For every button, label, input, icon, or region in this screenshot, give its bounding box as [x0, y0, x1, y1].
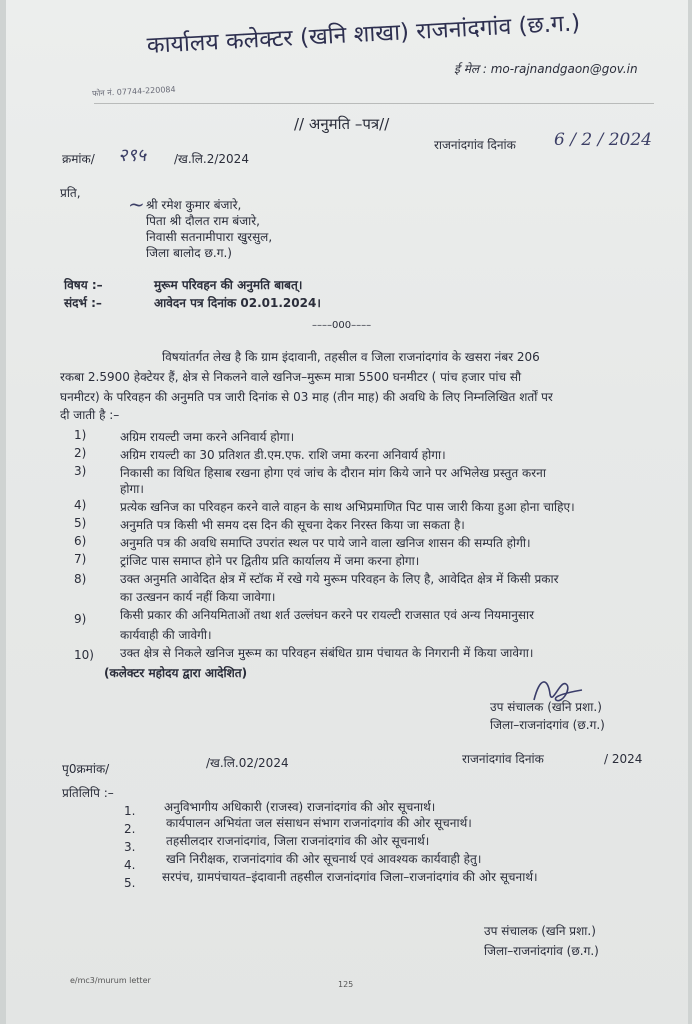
separator: ––––000–––– [312, 320, 372, 331]
signatory-office: जिला–राजनांदगांव (छ.ग.) [490, 718, 605, 732]
condition-text: अग्रिम रायल्टी जमा करने अनिवार्य होगा। [120, 430, 295, 444]
copy-item-text: अनुविभागीय अधिकारी (राजस्व) राजनांदगांव की ओर सूचनार्थ। [164, 800, 436, 814]
addressee-line: श्री रमेश कुमार बंजारे, [146, 198, 242, 212]
copy-item-num: 2. [124, 822, 136, 836]
reference-text: आवेदन पत्र दिनांक 02.01.2024। [154, 296, 321, 310]
addressee-prati: प्रति, [60, 186, 81, 200]
condition-text: निकासी का विधित हिसाब रखना होगा एवं जांच के दौरान मांग किये जाने पर अभिलेख प्रस्तुत करना [120, 466, 546, 480]
ref-number-handwritten: २९५ [118, 145, 147, 166]
condition-text: का उत्खनन कार्य नहीं किया जावेगा। [120, 590, 276, 604]
condition-num: 9) [74, 612, 87, 626]
condition-num: 6) [74, 534, 87, 548]
condition-num: 7) [74, 552, 87, 566]
condition-text: प्रत्येक खनिज का परिवहन करने वाले वाहन के साथ अभिप्रमाणित पिट पास जारी किया हुआ होना चाहिए। [120, 500, 575, 514]
condition-text: अनुमति पत्र की अवधि समाप्ति उपरांत स्थल पर पाये जाने वाला खनिज शासन की सम्पति होगी। [120, 536, 531, 550]
office-header-title: कार्यालय कलेक्टर (खनि शाखा) राजनांदगांव (छ.ग.) [146, 10, 581, 59]
copy-ref-date-label: राजनांदगांव दिनांक [462, 752, 544, 766]
permit-title: // अनुमति –पत्र// [294, 115, 390, 133]
condition-num: 1) [74, 428, 87, 442]
copy-ref-section: /ख.लि.02/2024 [206, 756, 289, 770]
copy-ref-prefix: पृ0क्रमांक/ [62, 762, 110, 776]
copy-item-text: सरपंच, ग्रामपंचायत–इंदावानी तहसील राजनांदगांव जिला–राजनांदगांव की ओर सूचनार्थ। [162, 870, 538, 884]
copy-item-num: 4. [124, 858, 136, 872]
addressee-line: पिता श्री दौलत राम बंजारे, [146, 214, 260, 228]
condition-num: 8) [74, 572, 87, 586]
condition-num: 4) [74, 498, 87, 512]
copy-item-text: खनि निरीक्षक, राजनांदगांव की ओर सूचनार्थ एवं आवश्यक कार्यवाही हेतु। [166, 852, 482, 866]
subject-text: मुरूम परिवहन की अनुमति बाबत्। [154, 278, 303, 292]
ref-prefix: क्रमांक/ [62, 152, 95, 166]
condition-num: 5) [74, 516, 87, 530]
condition-num: 10) [74, 648, 94, 662]
copy-label: प्रतिलिपि :– [62, 786, 114, 800]
copy-item-text: कार्यपालन अभियंता जल संसाधन संभाग राजनांदगांव की ओर सूचनार्थ। [166, 816, 472, 830]
condition-text: उक्त क्षेत्र से निकले खनिज मुरूम का परिवहन संबंधित ग्राम पंचायत के निगरानी में किया जावेगा। [120, 646, 534, 660]
copy-item-num: 1. [124, 804, 136, 818]
ref-place-date-label: राजनांदगांव दिनांक [434, 138, 516, 152]
copy-item-num: 3. [124, 840, 136, 854]
condition-text: कार्यवाही की जावेगी। [120, 628, 212, 642]
signatory-designation: उप संचालक (खनि प्रशा.) [490, 700, 602, 714]
intro-line: दी जाती है :– [60, 408, 120, 422]
addressee-line: जिला बालोद छ.ग.) [146, 246, 232, 260]
condition-text: होगा। [120, 482, 144, 496]
reference-label: संदर्भ :– [64, 296, 102, 310]
intro-line: घनमीटर) के परिवहन की अनुमति पत्र जारी दिनांक से 03 माह (तीन माह) की अवधि के लिए निम्नलिखित शर्तों पर [60, 390, 553, 404]
intro-line: विषयांतर्गत लेख है कि ग्राम इंदावानी, तहसील व जिला राजनांदगांव के खसरा नंबर 206 [162, 350, 540, 364]
addressee-mark: ~ [128, 192, 145, 216]
intro-line: रकबा 2.5900 हेक्टेयर हैं, क्षेत्र से निकलने वाले खनिज–मुरूम मात्रा 5500 घनमीटर ( पांच हजार पांच सौ [60, 370, 522, 384]
page-number: 125 [338, 980, 354, 989]
copy-item-text: तहसीलदार राजनांदगांव, जिला राजनांदगांव की ओर सूचनार्थ। [166, 834, 430, 848]
condition-text: ट्रांजिट पास समाप्त होने पर द्वितीय प्रति कार्यालय में जमा करना होगा। [120, 554, 420, 568]
signatory2-designation: उप संचालक (खनि प्रशा.) [484, 924, 596, 938]
subject-label: विषय :– [64, 278, 103, 292]
office-email: ई मेल : mo-rajnandgaon@gov.in [454, 62, 638, 76]
condition-text: अनुमति पत्र किसी भी समय दस दिन की सूचना देकर निरस्त किया जा सकता है। [120, 518, 465, 532]
condition-text: अग्रिम रायल्टी का 30 प्रतिशत डी.एम.एफ. राशि जमा करना अनिवार्य होगा। [120, 448, 446, 462]
ref-section: /ख.लि.2/2024 [174, 152, 249, 166]
signatory2-office: जिला–राजनांदगांव (छ.ग.) [484, 944, 599, 958]
condition-num: 3) [74, 464, 87, 478]
header-rule [94, 103, 654, 104]
office-phone: फोन नं. 07744-220084 [91, 84, 176, 99]
file-path: e/mc3/murum letter [70, 976, 151, 985]
document-page [6, 0, 688, 1024]
copy-item-num: 5. [124, 876, 136, 890]
copy-ref-date: / 2024 [604, 752, 643, 766]
condition-text: किसी प्रकार की अनियमिताओं तथा शर्त उल्लंघन करने पर रायल्टी राजसात एवं अन्य नियमानुसार [120, 608, 535, 622]
order-note: (कलेक्टर महोदय द्वारा आदेशित) [104, 666, 248, 680]
condition-num: 2) [74, 446, 87, 460]
ref-date-handwritten: 6 / 2 / 2024 [554, 130, 652, 150]
addressee-line: निवासी सतनामीपारा खुरसुल, [146, 230, 273, 244]
condition-text: उक्त अनुमति आवेदित क्षेत्र में स्टॉक में रखे गये मुरूम परिवहन के लिए है, आवेदित क्षेत्र में किसी प्रकार [120, 572, 559, 586]
